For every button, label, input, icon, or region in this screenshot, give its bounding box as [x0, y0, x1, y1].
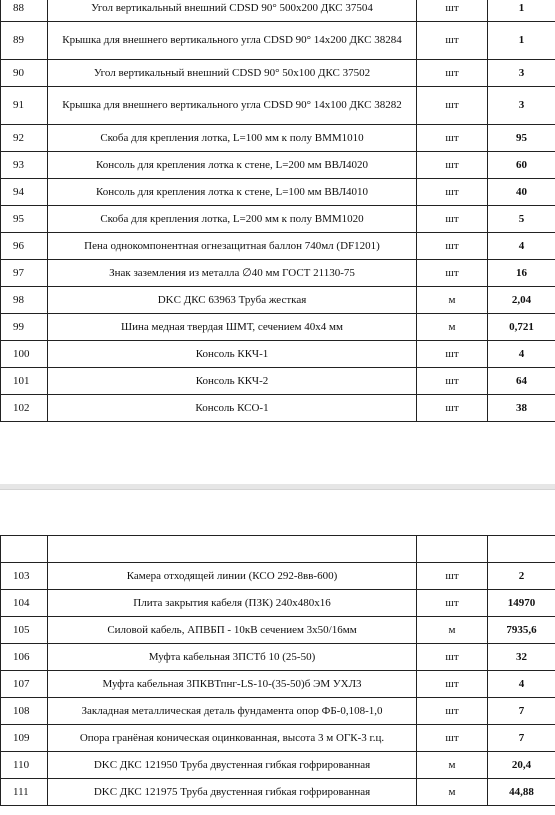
row-number: 110 — [1, 752, 48, 779]
item-unit: шт — [417, 341, 488, 368]
item-name: Консоль для крепления лотка к стене, L=100 мм ВВЛ4010 — [48, 179, 417, 206]
item-quantity: 38 — [488, 395, 555, 422]
item-name: Муфта кабельная 3ПСТб 10 (25-50) — [48, 644, 417, 671]
item-quantity: 2 — [488, 563, 555, 590]
item-name: Шина медная твердая ШМТ, сечением 40х4 мм — [48, 314, 417, 341]
item-quantity: 4 — [488, 671, 555, 698]
item-name: Скоба для крепления лотка, L=200 мм к полу ВММ1020 — [48, 206, 417, 233]
table-row — [1, 179, 555, 206]
item-unit: шт — [417, 395, 488, 422]
item-quantity: 5 — [488, 206, 555, 233]
row-number: 89 — [1, 22, 48, 60]
item-name: Силовой кабель, АПВБП - 10кВ сечением 3х50/16мм — [48, 617, 417, 644]
item-name: DKC ДКС 63963 Труба жесткая — [48, 287, 417, 314]
table-row — [1, 260, 555, 287]
table-row — [1, 671, 555, 698]
blank-cell — [1, 536, 48, 563]
row-number: 99 — [1, 314, 48, 341]
item-quantity: 40 — [488, 179, 555, 206]
item-unit: м — [417, 779, 488, 806]
table-row — [1, 87, 555, 125]
table-row — [1, 698, 555, 725]
blank-cell — [488, 536, 555, 563]
table-row — [1, 341, 555, 368]
item-name: Консоль для крепления лотка к стене, L=200 мм ВВЛ4020 — [48, 152, 417, 179]
item-quantity: 0,721 — [488, 314, 555, 341]
table-row — [1, 60, 555, 87]
row-number: 100 — [1, 341, 48, 368]
table-row — [1, 617, 555, 644]
table-row — [1, 152, 555, 179]
row-number: 111 — [1, 779, 48, 806]
item-unit: шт — [417, 260, 488, 287]
row-number: 93 — [1, 152, 48, 179]
table-row — [1, 752, 555, 779]
item-quantity: 44,88 — [488, 779, 555, 806]
row-number: 98 — [1, 287, 48, 314]
item-quantity: 3 — [488, 87, 555, 125]
item-quantity: 95 — [488, 125, 555, 152]
item-quantity: 7 — [488, 725, 555, 752]
item-unit: шт — [417, 0, 488, 22]
row-number: 105 — [1, 617, 48, 644]
row-number: 92 — [1, 125, 48, 152]
item-name: Опора гранёная коническая оцинкованная, высота 3 м ОГК-3 г.ц. — [48, 725, 417, 752]
blank-cell — [417, 536, 488, 563]
item-name: Консоль ККЧ-1 — [48, 341, 417, 368]
table-header-blank-row — [1, 536, 555, 563]
item-quantity: 64 — [488, 368, 555, 395]
table-row — [1, 314, 555, 341]
item-unit: шт — [417, 152, 488, 179]
item-quantity: 7935,6 — [488, 617, 555, 644]
item-name: DKC ДКС 121950 Труба двустенная гибкая гофрированная — [48, 752, 417, 779]
table-row — [1, 590, 555, 617]
item-name: Муфта кабельная 3ПКВТпнг-LS-10-(35-50)б ЭМ УХЛ3 — [48, 671, 417, 698]
table-row — [1, 125, 555, 152]
table-row — [1, 233, 555, 260]
item-name: Пена однокомпонентная огнезащитная баллон 740мл (DF1201) — [48, 233, 417, 260]
item-name: Угол вертикальный внешний CDSD 90° 500x200 ДКС 37504 — [48, 0, 417, 22]
item-name: Крышка для внешнего вертикального угла CDSD 90° 14x200 ДКС 38284 — [48, 22, 417, 60]
blank-cell — [48, 536, 417, 563]
row-number: 97 — [1, 260, 48, 287]
row-number: 102 — [1, 395, 48, 422]
item-name: Плита закрытия кабеля (ПЗК) 240х480х16 — [48, 590, 417, 617]
item-unit: шт — [417, 206, 488, 233]
row-number: 103 — [1, 563, 48, 590]
row-number: 109 — [1, 725, 48, 752]
item-quantity: 14970 — [488, 590, 555, 617]
item-name: Знак заземления из металла ∅40 мм ГОСТ 21130-75 — [48, 260, 417, 287]
item-unit: шт — [417, 671, 488, 698]
row-number: 91 — [1, 87, 48, 125]
item-quantity: 1 — [488, 22, 555, 60]
item-quantity: 4 — [488, 233, 555, 260]
row-number: 88 — [1, 0, 48, 22]
item-unit: м — [417, 287, 488, 314]
table-row — [1, 395, 555, 422]
item-unit: м — [417, 617, 488, 644]
table-row — [1, 644, 555, 671]
item-quantity: 3 — [488, 60, 555, 87]
row-number: 96 — [1, 233, 48, 260]
table-row — [1, 0, 555, 22]
row-number: 101 — [1, 368, 48, 395]
table-row — [1, 368, 555, 395]
item-quantity: 32 — [488, 644, 555, 671]
row-number: 108 — [1, 698, 48, 725]
item-quantity: 2,04 — [488, 287, 555, 314]
row-number: 94 — [1, 179, 48, 206]
table-row — [1, 725, 555, 752]
item-name: Угол вертикальный внешний CDSD 90° 50x100 ДКС 37502 — [48, 60, 417, 87]
item-quantity: 20,4 — [488, 752, 555, 779]
table-row — [1, 22, 555, 60]
item-unit: м — [417, 752, 488, 779]
item-unit: шт — [417, 725, 488, 752]
item-name: Камера отходящей линии (КСО 292-8вв-600) — [48, 563, 417, 590]
item-unit: м — [417, 314, 488, 341]
item-quantity: 7 — [488, 698, 555, 725]
item-name: Закладная металлическая деталь фундамента опор ФБ-0,108-1,0 — [48, 698, 417, 725]
table-row — [1, 779, 555, 806]
item-unit: шт — [417, 233, 488, 260]
page-break-line — [0, 489, 555, 490]
item-unit: шт — [417, 87, 488, 125]
item-unit: шт — [417, 368, 488, 395]
item-unit: шт — [417, 179, 488, 206]
item-unit: шт — [417, 590, 488, 617]
item-name: Крышка для внешнего вертикального угла CDSD 90° 14x100 ДКС 38282 — [48, 87, 417, 125]
spec-table-bottom — [0, 535, 555, 806]
item-quantity: 16 — [488, 260, 555, 287]
item-unit: шт — [417, 644, 488, 671]
item-quantity: 4 — [488, 341, 555, 368]
row-number: 90 — [1, 60, 48, 87]
item-name: Консоль ККЧ-2 — [48, 368, 417, 395]
item-unit: шт — [417, 563, 488, 590]
item-unit: шт — [417, 60, 488, 87]
row-number: 107 — [1, 671, 48, 698]
item-name: DKC ДКС 121975 Труба двустенная гибкая гофрированная — [48, 779, 417, 806]
item-unit: шт — [417, 125, 488, 152]
table-row — [1, 563, 555, 590]
spec-table-body — [1, 0, 555, 422]
table-row — [1, 206, 555, 233]
item-unit: шт — [417, 698, 488, 725]
page-break — [0, 449, 555, 535]
document-page-bottom — [0, 535, 555, 815]
table-row — [1, 287, 555, 314]
spec-table-body — [1, 536, 555, 806]
item-quantity: 1 — [488, 0, 555, 22]
item-quantity: 60 — [488, 152, 555, 179]
row-number: 95 — [1, 206, 48, 233]
item-name: Консоль КСО-1 — [48, 395, 417, 422]
row-number: 106 — [1, 644, 48, 671]
item-name: Скоба для крепления лотка, L=100 мм к полу ВММ1010 — [48, 125, 417, 152]
item-unit: шт — [417, 22, 488, 60]
row-number: 104 — [1, 590, 48, 617]
